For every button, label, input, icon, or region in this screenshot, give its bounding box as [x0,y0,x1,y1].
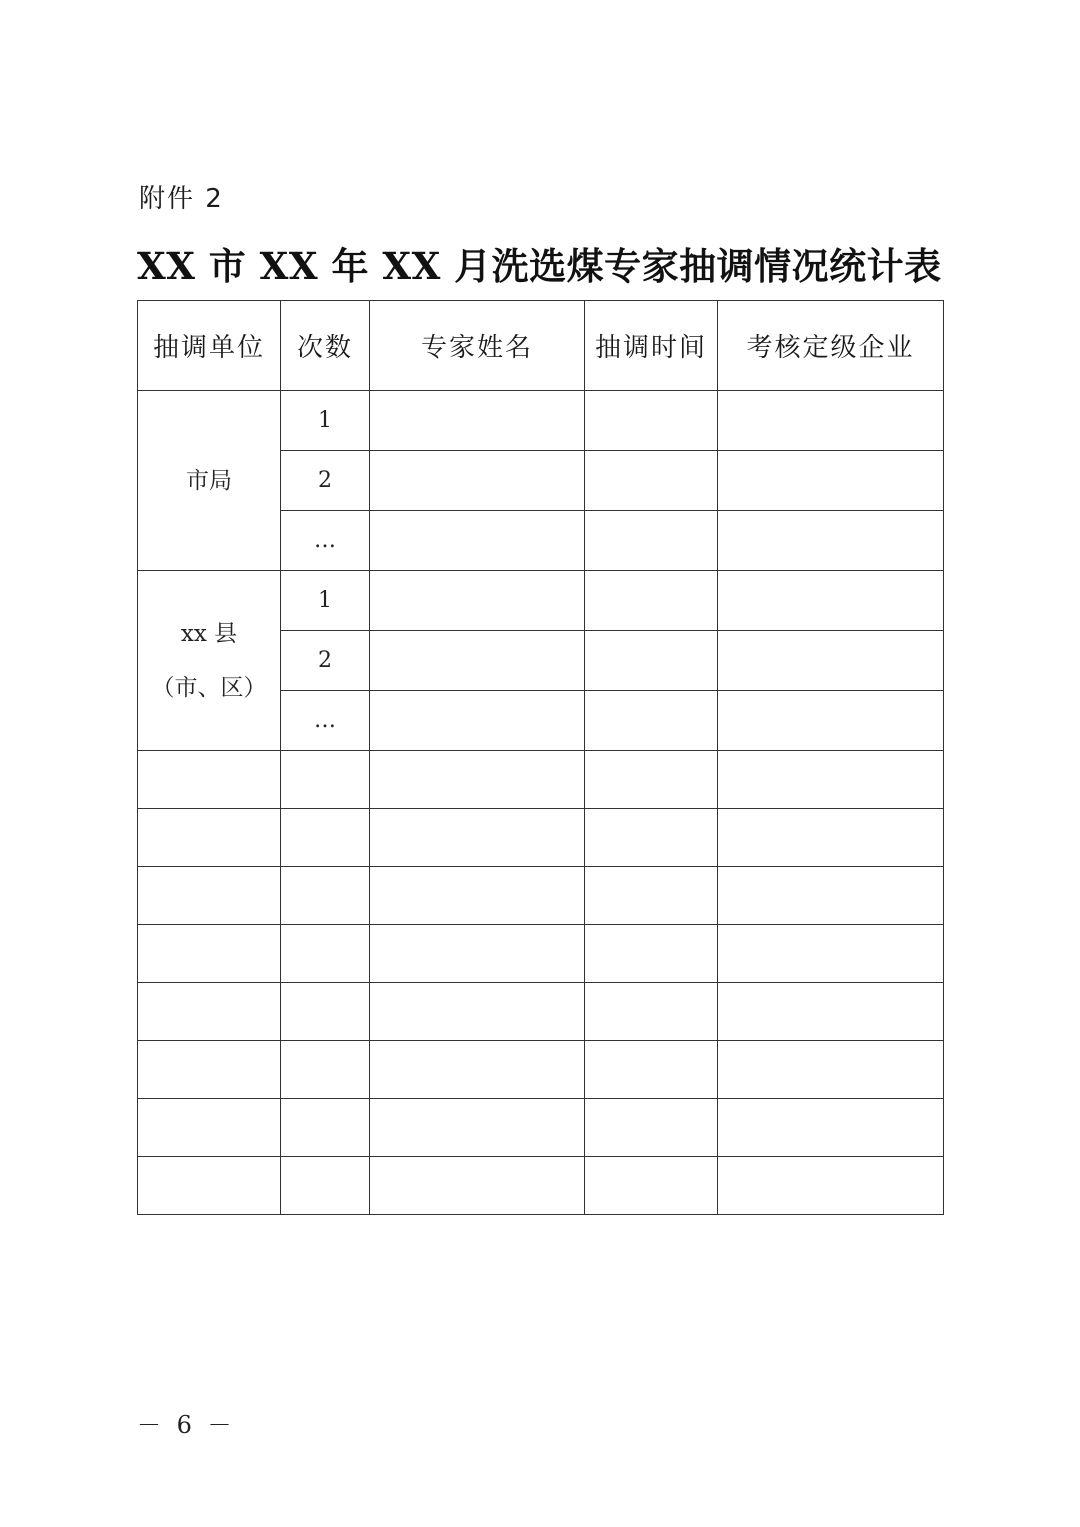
count-cell: 2 [281,631,370,691]
count-cell: 2 [281,451,370,511]
table-row [138,571,944,631]
dispatch-time-cell [585,691,718,751]
blank-cell [585,809,718,867]
blank-row [138,1041,944,1099]
blank-cell [138,983,281,1041]
header-dispatch-time: 抽调时间 [585,301,718,391]
table-header-row [138,301,944,391]
unit-label-sub: （市、区） [151,674,267,701]
blank-cell [370,925,585,983]
blank-cell [281,751,370,809]
blank-cell [138,925,281,983]
blank-cell [585,751,718,809]
header-expert-name: 专家姓名 [370,301,585,391]
blank-cell [281,1157,370,1215]
header-count: 次数 [281,301,370,391]
blank-cell [718,867,944,925]
blank-cell [370,809,585,867]
blank-cell [370,1041,585,1099]
blank-cell [281,983,370,1041]
blank-cell [281,809,370,867]
blank-cell [370,983,585,1041]
expert-name-cell [370,571,585,631]
unit-cell-county [138,571,281,751]
blank-cell [585,1041,718,1099]
blank-cell [718,1041,944,1099]
blank-row [138,809,944,867]
blank-cell [585,983,718,1041]
rated-enterprise-cell [718,691,944,751]
table-row [138,391,944,451]
rated-enterprise-cell [718,631,944,691]
header-rated-enterprise: 考核定级企业 [718,301,944,391]
page-number: － 6 － [137,1411,236,1439]
blank-cell [585,867,718,925]
statistics-table [137,300,944,1215]
expert-name-cell [370,391,585,451]
rated-enterprise-cell [718,511,944,571]
blank-cell [138,867,281,925]
blank-cell [281,1041,370,1099]
blank-cell [370,867,585,925]
blank-cell [585,1157,718,1215]
blank-row [138,751,944,809]
rated-enterprise-cell [718,571,944,631]
rated-enterprise-cell [718,451,944,511]
blank-cell [718,1157,944,1215]
blank-cell [138,1157,281,1215]
rated-enterprise-cell [718,391,944,451]
blank-cell [718,1099,944,1157]
blank-cell [138,751,281,809]
unit-cell-city-bureau [138,391,281,571]
dispatch-time-cell [585,511,718,571]
blank-row [138,1099,944,1157]
blank-row [138,925,944,983]
unit-label: xx 县 [180,620,238,647]
blank-cell [138,809,281,867]
blank-cell [370,1157,585,1215]
blank-cell [718,809,944,867]
expert-name-cell [370,631,585,691]
blank-cell [138,1099,281,1157]
blank-row [138,1157,944,1215]
expert-name-cell [370,691,585,751]
unit-label: 市局 [186,467,232,494]
count-cell: 1 [281,571,370,631]
count-cell: … [281,511,370,571]
dispatch-time-cell [585,391,718,451]
dispatch-time-cell [585,631,718,691]
blank-cell [281,867,370,925]
blank-cell [585,1099,718,1157]
blank-cell [718,751,944,809]
attachment-label: 附件 2 [139,184,224,214]
blank-cell [370,1099,585,1157]
blank-cell [585,925,718,983]
dispatch-time-cell [585,451,718,511]
expert-name-cell [370,451,585,511]
blank-cell [281,925,370,983]
blank-cell [370,751,585,809]
header-dispatch-unit: 抽调单位 [138,301,281,391]
blank-row [138,983,944,1041]
blank-cell [281,1099,370,1157]
count-cell: … [281,691,370,751]
dispatch-time-cell [585,571,718,631]
blank-cell [138,1041,281,1099]
blank-row [138,867,944,925]
document-title: XX 市 XX 年 XX 月洗选煤专家抽调情况统计表 [137,244,942,288]
count-cell: 1 [281,391,370,451]
blank-cell [718,983,944,1041]
blank-cell [718,925,944,983]
expert-name-cell [370,511,585,571]
